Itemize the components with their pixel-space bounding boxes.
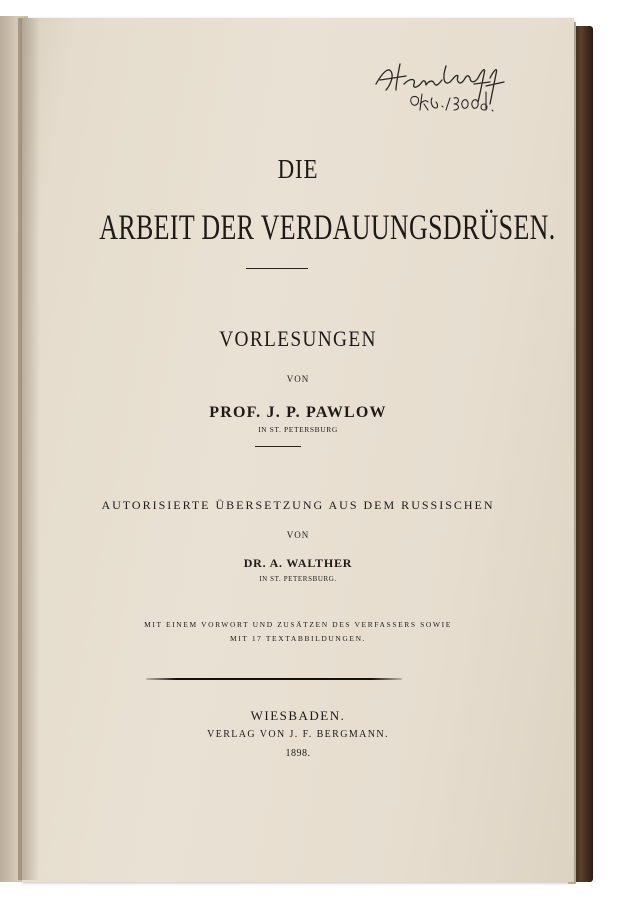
ornamental-rule bbox=[146, 678, 402, 680]
publication-year: 1898. bbox=[285, 748, 311, 759]
von-label: VON bbox=[286, 374, 310, 384]
publisher: VERLAG VON J. F. BERGMANN. bbox=[207, 729, 389, 740]
author-location: IN ST. PETERSBURG bbox=[258, 425, 338, 434]
von-label: VON bbox=[286, 530, 310, 540]
title-line-1: DIE bbox=[277, 154, 319, 184]
preface-note-line-1: MIT EINEM VORWORT UND ZUSÄTZEN DES VERFASSERS SOWIE bbox=[144, 620, 452, 629]
preface-note-line-2: MIT 17 TEXTABBILDUNGEN. bbox=[229, 634, 367, 643]
book-title: ARBEIT DER VERDAUUNGSDRÜSEN. bbox=[99, 207, 556, 247]
translator-location: IN ST. PETERSBURG. bbox=[259, 575, 337, 583]
publication-city: WIESBADEN. bbox=[250, 708, 346, 723]
handwritten-signature bbox=[366, 52, 516, 114]
subtitle: VORLESUNGEN bbox=[219, 326, 377, 351]
title-page-content bbox=[22, 18, 574, 882]
translation-note: AUTORISIERTE ÜBERSETZUNG AUS DEM RUSSISCHEN bbox=[101, 498, 495, 512]
translator-name: DR. A. WALTHER bbox=[243, 556, 353, 570]
divider-rule bbox=[255, 446, 301, 447]
author-name: PROF. J. P. PAWLOW bbox=[209, 404, 387, 421]
divider-rule bbox=[246, 268, 308, 269]
book-binding-edge bbox=[573, 26, 593, 882]
